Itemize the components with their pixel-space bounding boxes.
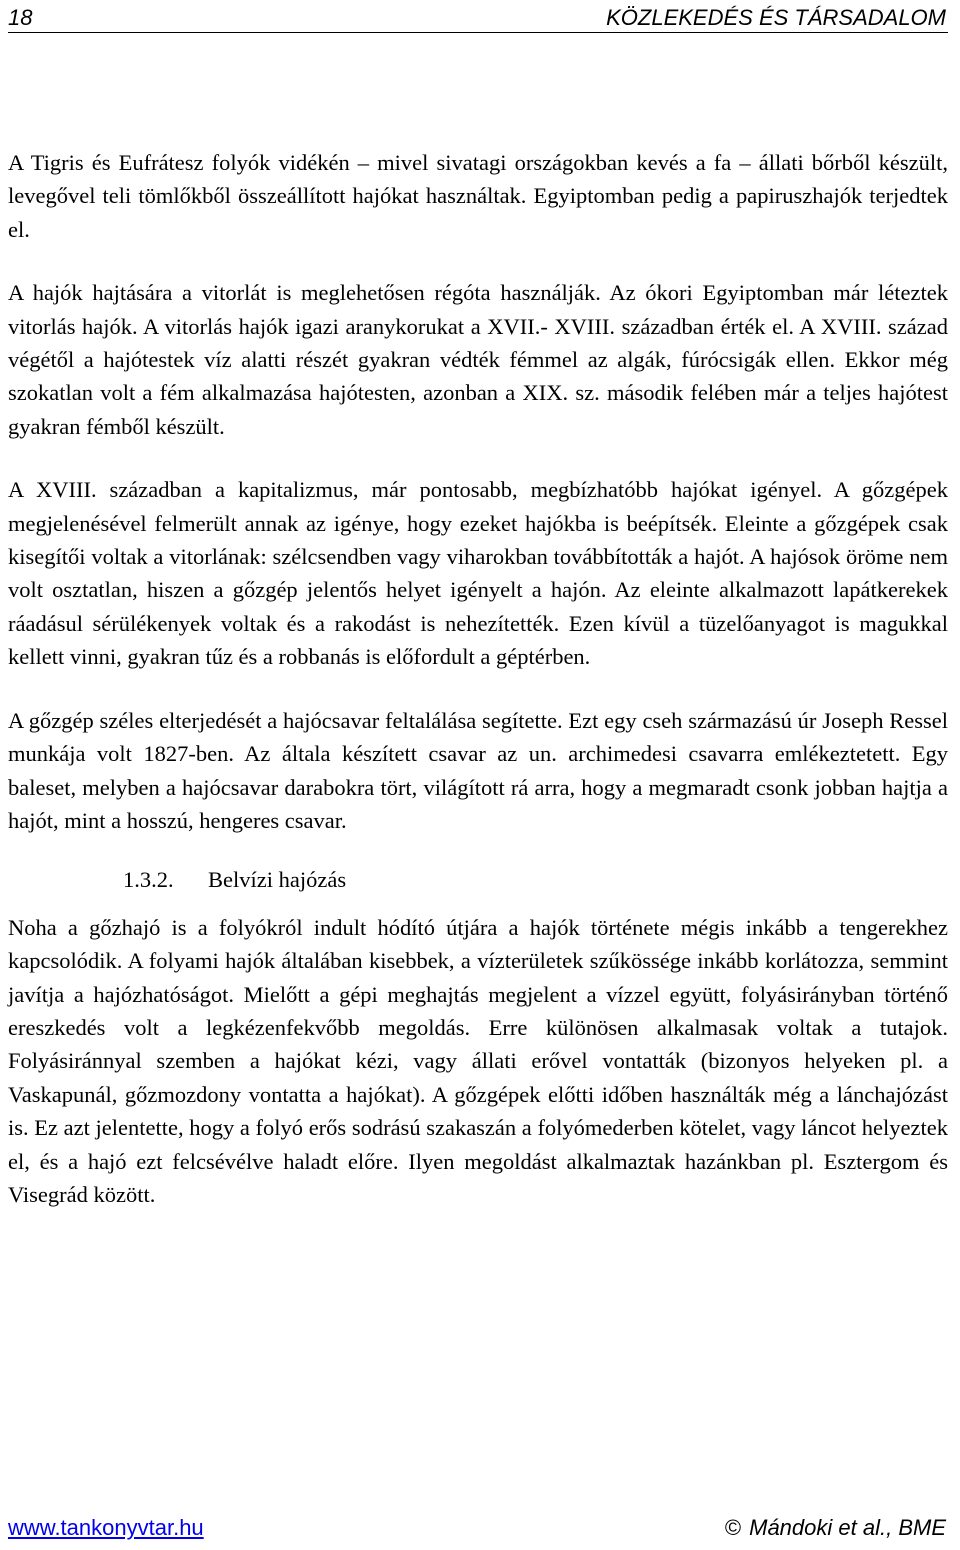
copyright-icon: © <box>724 1515 742 1540</box>
section-title: Belvízi hajózás <box>208 867 347 893</box>
page-header <box>8 2 948 33</box>
website-link[interactable]: www.tankonyvtar.hu <box>8 1515 204 1540</box>
page-number: 18 <box>8 5 33 30</box>
section-number: 1.3.2. <box>123 867 174 893</box>
paragraph-1: A Tigris és Eufrátesz folyók vidékén – mivel sivatagi országokban kevés a fa – állati bőrből készült, levegővel teli tömlőkből összeállított hajókat használtak. Egyiptomban pedig a papiruszhajók terjedtek el. <box>8 150 948 242</box>
section-heading <box>8 863 948 896</box>
running-title: KÖZLEKEDÉS ÉS TÁRSADALOM <box>606 5 946 30</box>
copyright-text: Mándoki et al., BME <box>749 1515 946 1540</box>
paragraph-2: A hajók hajtására a vitorlát is meglehetősen régóta használják. Az ókori Egyiptomban már léteztek vitorlás hajók. A vitorlás hajók igazi aranykorukat a XVII.- XVIII. században érték el. A XVIII. század végétől a hajótestek víz alatti részét gyakran védték fémmel az algák, fúrócsigák ellen. Ekkor még szokatlan volt a fém alkalmazása hajótesten, azonban a XIX. sz. második felében már a teljes hajótest gyakran fémből készült. <box>8 280 948 439</box>
document-body <box>8 146 948 1211</box>
section-paragraph: Noha a gőzhajó is a folyókról indult hódító útjára a hajók története mégis inkább a tengerekhez kapcsolódik. A folyami hajók általában kisebbek, a vízterületek szűkössége inkább korlátozza, semmint javítja a hajózhatóságot. Mielőtt a gépi meghajtás megjelent a vízzel együtt, folyásirányban történő ereszkedés volt a legkézenfekvőbb megoldás. Erre különösen alkalmasak voltak a tutajok. Folyásiránnyal szemben a hajókat kézi, vagy állati erővel vontatták (bizonyos helyeken pl. a Vaskapunál, gőzmozdony vontatta a hajókat). A gőzgépek előtti időben használták még a lánchajózást is. Ez azt jelentette, hogy a folyó erős sodrású szakaszán a folyómederben kötelet, vagy láncot helyeztek el, és a hajó ezt felcsévélve haladt előre. Ilyen megoldást alkalmaztak hazánkban pl. Esztergom és Visegrád között. <box>8 914 948 1207</box>
paragraph-4: A gőzgép széles elterjedését a hajócsavar feltalálása segítette. Ezt egy cseh származású úr Joseph Ressel munkája volt 1827-ben. Az általa készített csavar az un. archimedesi csavarra emlékeztetett. Egy baleset, melyben a hajócsavar darabokra tört, világított rá arra, hogy a megmaradt csonk jobban hajtja a hajót, mint a hosszú, hengeres csavar. <box>8 707 948 833</box>
page-footer <box>8 1515 948 1545</box>
copyright-notice <box>725 1515 946 1541</box>
paragraph-3: A XVIII. században a kapitalizmus, már pontosabb, megbízhatóbb hajókat igényel. A gőzgépek megjelenésével felmerült annak az igénye, hogy ezeket hajókba is beépítsék. Eleinte a gőzgépek csak kisegítői voltak a vitorlának: szélcsendben vagy viharokban továbbították a hajót. A hajósok öröme nem volt osztatlan, hiszen a gőzgép jelentős helyet igényelt a hajón. Az eleinte alkalmazott lapátkerekek ráadásul sérülékenyek voltak és a rakodást is nehezítették. Ezen kívül a tüzelőanyagot is magukkal kellett vinni, gyakran tűz és a robbanás is előfordult a géptérben. <box>8 477 948 670</box>
